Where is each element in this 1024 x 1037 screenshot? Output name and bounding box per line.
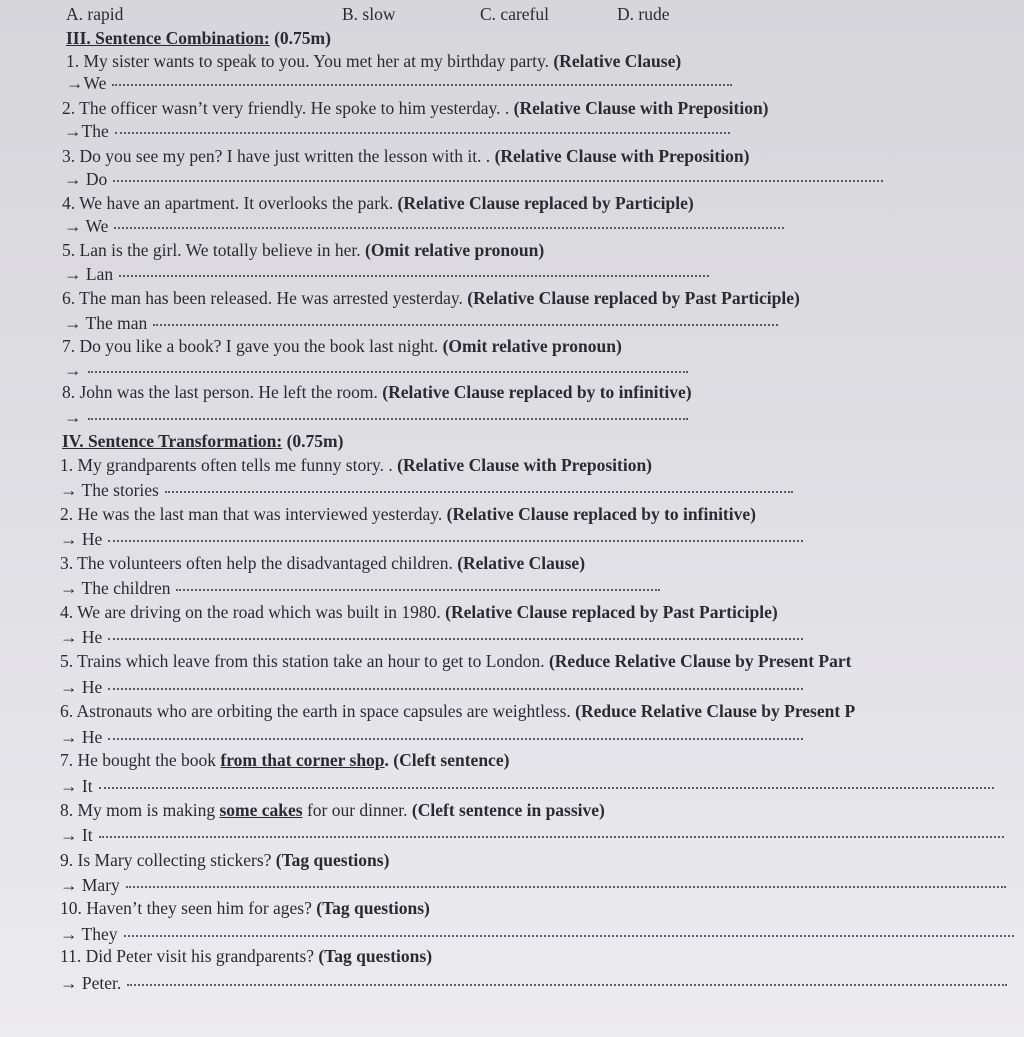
answer-prompt: → He <box>60 627 103 647</box>
answer-prompt: →We <box>66 73 107 93</box>
section-3-question-4 <box>62 195 1024 213</box>
answer-blank[interactable] <box>99 836 1004 838</box>
section-4-answer-11[interactable] <box>60 975 1024 993</box>
section-4-heading <box>62 433 1024 451</box>
answer-blank[interactable] <box>115 132 730 134</box>
section-3-question-3 <box>62 148 1024 166</box>
section-4-points: (0.75m) <box>286 431 344 451</box>
question-hint: (Reduce Relative Clause by Present P <box>575 701 856 721</box>
answer-blank[interactable] <box>99 787 994 789</box>
question-hint: (Relative Clause replaced by to infinitive) <box>382 382 692 402</box>
option-b: B. slow <box>342 4 396 24</box>
section-4-question-2 <box>60 506 1024 524</box>
section-4-answer-7[interactable] <box>60 778 1024 796</box>
answer-prompt: →The <box>64 121 109 141</box>
section-4-question-11 <box>60 948 1024 966</box>
section-3-points: (0.75m) <box>274 28 331 48</box>
section-3-question-6 <box>62 290 1024 308</box>
question-text: 2. He was the last man that was interviewed yesterday. <box>60 504 443 524</box>
question-hint: (Tag questions) <box>316 898 430 918</box>
question-text: 5. Trains which leave from this station take an hour to get to London. <box>60 651 545 671</box>
answer-prompt: → They <box>60 924 118 944</box>
section-3-answer-7[interactable] <box>64 362 1024 380</box>
question-hint: (Reduce Relative Clause by Present Part <box>548 651 852 671</box>
section-3-question-7 <box>62 338 1024 356</box>
section-3-answer-5[interactable] <box>64 266 1024 284</box>
option-d: D. rude <box>617 4 670 24</box>
question-text: 3. The volunteers often help the disadvantaged children. <box>60 553 453 573</box>
question-hint: (Relative Clause) <box>553 51 682 71</box>
section-4-answer-5[interactable] <box>60 679 1024 697</box>
section-3-answer-4[interactable] <box>64 218 1024 236</box>
question-text: 10. Haven’t they seen him for ages? <box>60 898 312 918</box>
section-3-question-8 <box>62 384 1024 402</box>
section-4-question-4 <box>60 604 1024 622</box>
section-3-title: III. Sentence Combination: <box>66 28 270 48</box>
question-text: 9. Is Mary collecting stickers? <box>60 850 272 870</box>
answer-prompt: → Mary <box>60 875 120 895</box>
option-c: C. careful <box>480 4 549 24</box>
section-3-question-5 <box>62 242 1024 260</box>
section-4-answer-3[interactable] <box>60 580 1024 598</box>
answer-prompt: → He <box>60 677 103 697</box>
question-text: 1. My sister wants to speak to you. You met her at my birthday party. <box>66 51 549 71</box>
answer-blank[interactable] <box>108 688 803 690</box>
section-4-question-8 <box>60 802 1024 820</box>
section-3-question-1 <box>66 53 1024 71</box>
question-text: 4. We are driving on the road which was built in 1980. <box>60 602 441 622</box>
answer-blank[interactable] <box>114 227 784 229</box>
question-text: 5. Lan is the girl. We totally believe in her. <box>62 240 361 260</box>
question-text: 4. We have an apartment. It overlooks the park. <box>62 193 394 213</box>
question-hint: (Cleft sentence in passive) <box>411 800 605 820</box>
answer-prompt: → Do <box>64 169 108 189</box>
question-text: 3. Do you see my pen? I have just written the lesson with it. . <box>62 146 491 166</box>
section-4-title: IV. Sentence Transformation: <box>62 431 283 451</box>
question-text: 1. My grandparents often tells me funny story. . <box>60 455 393 475</box>
question-underlined-part: from that corner shop <box>220 750 385 770</box>
answer-prompt: → <box>64 407 82 427</box>
section-4-answer-4[interactable] <box>60 629 1024 647</box>
section-4-answer-8[interactable] <box>60 827 1024 845</box>
answer-blank[interactable] <box>165 491 793 493</box>
section-4-answer-10[interactable] <box>60 926 1024 944</box>
section-4-answer-2[interactable] <box>60 531 1024 549</box>
section-3-answer-1[interactable] <box>66 75 1024 93</box>
answer-blank[interactable] <box>126 886 1006 888</box>
answer-prompt: → <box>64 360 82 380</box>
answer-prompt: → It <box>60 776 93 796</box>
question-hint: (Cleft sentence) <box>393 750 510 770</box>
section-4-question-7 <box>60 752 1024 770</box>
question-text: 8. John was the last person. He left the room. <box>62 382 378 402</box>
answer-blank[interactable] <box>88 371 688 373</box>
question-underlined-part: some cakes <box>219 800 303 820</box>
answer-prompt: → We <box>64 216 109 236</box>
answer-prompt: → He <box>60 529 103 549</box>
answer-blank[interactable] <box>124 935 1014 937</box>
question-text-end: . <box>384 750 389 770</box>
section-3-answer-6[interactable] <box>64 315 1024 333</box>
answer-blank[interactable] <box>88 418 688 420</box>
question-hint: (Relative Clause replaced by Participle) <box>397 193 694 213</box>
section-3-answer-3[interactable] <box>64 171 1024 189</box>
question-text: 11. Did Peter visit his grandparents? <box>60 946 315 966</box>
answer-blank[interactable] <box>119 275 709 277</box>
question-hint: (Omit relative pronoun) <box>365 240 545 260</box>
section-4-question-1 <box>60 457 1024 475</box>
section-4-answer-9[interactable] <box>60 877 1024 895</box>
answer-prompt: → He <box>60 727 103 747</box>
question-hint: (Tag questions) <box>318 946 433 966</box>
section-4-question-10 <box>60 900 1024 918</box>
answer-blank[interactable] <box>113 180 883 182</box>
question-hint: (Relative Clause with Preposition) <box>513 98 769 118</box>
question-hint: (Omit relative pronoun) <box>442 336 622 356</box>
section-3-question-2 <box>62 100 1024 118</box>
answer-prompt: → Peter. <box>60 973 122 993</box>
question-hint: (Relative Clause) <box>457 553 586 573</box>
section-4-question-3 <box>60 555 1024 573</box>
question-text: 2. The officer wasn’t very friendly. He spoke to him yesterday. . <box>62 98 510 118</box>
section-3-answer-8[interactable] <box>64 409 1024 427</box>
answer-prompt: → Lan <box>64 264 114 284</box>
answer-blank[interactable] <box>112 84 732 86</box>
question-hint: (Relative Clause with Preposition) <box>494 146 750 166</box>
question-text-start: 8. My mom is making <box>60 800 216 820</box>
answer-blank[interactable] <box>108 638 803 640</box>
answer-prompt: → The children <box>60 578 171 598</box>
section-4-question-6 <box>60 703 1024 721</box>
answer-blank[interactable] <box>127 984 1007 986</box>
question-hint: (Tag questions) <box>275 850 390 870</box>
option-a: A. rapid <box>66 4 124 24</box>
answer-prompt: → The stories <box>60 480 159 500</box>
question-hint: (Relative Clause replaced by Past Participle) <box>467 288 800 308</box>
question-hint: (Relative Clause replaced by to infinitive) <box>446 504 756 524</box>
question-text-start: 7. He bought the book <box>60 750 217 770</box>
section-3-answer-2[interactable] <box>64 123 1024 141</box>
question-text: 7. Do you like a book? I gave you the book last night. <box>62 336 439 356</box>
answer-blank[interactable] <box>176 589 660 591</box>
question-hint: (Relative Clause with Preposition) <box>397 455 653 475</box>
answer-prompt: → The man <box>64 313 148 333</box>
question-hint: (Relative Clause replaced by Past Participle) <box>445 602 778 622</box>
question-text: 6. The man has been released. He was arrested yesterday. <box>62 288 463 308</box>
section-4-answer-6[interactable] <box>60 729 1024 747</box>
question-text-end: for our dinner. <box>306 800 408 820</box>
answer-blank[interactable] <box>108 540 803 542</box>
section-4-answer-1[interactable] <box>60 482 1024 500</box>
question-text: 6. Astronauts who are orbiting the earth in space capsules are weightless. <box>60 701 571 721</box>
answer-blank[interactable] <box>108 738 803 740</box>
section-4-question-5 <box>60 653 1024 671</box>
section-3-heading <box>66 30 1024 48</box>
section-4-question-9 <box>60 852 1024 870</box>
answer-blank[interactable] <box>153 324 778 326</box>
answer-prompt: → It <box>60 825 93 845</box>
